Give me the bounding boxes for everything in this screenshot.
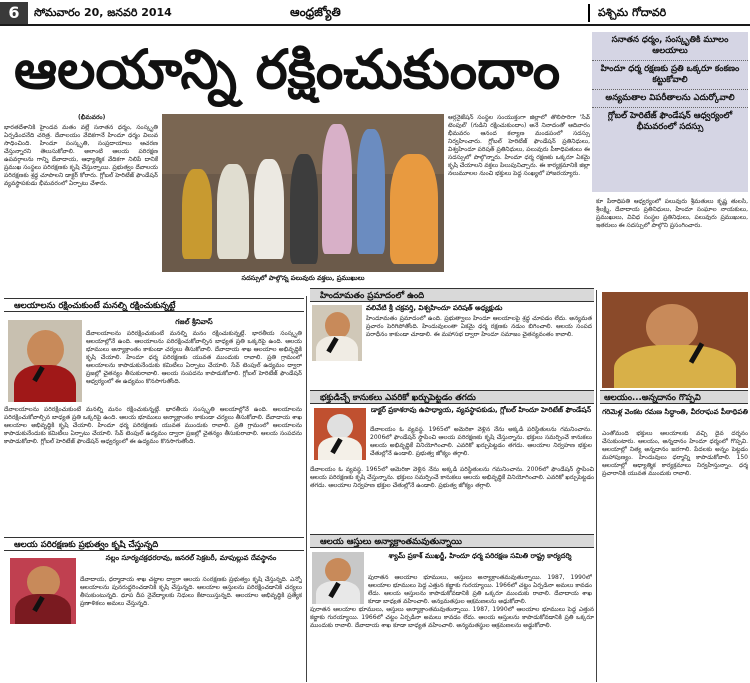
article-byline: గరిమెళ్ల వెంకట రమణ సిద్ధాంతి, వీరరాఘవ పీఠాధిపతి — [602, 408, 748, 416]
highlight-item: హిందూ ధర్మ రక్షణకు ప్రతి ఒక్కరూ కంకణం కట్టుకోవాలి — [592, 61, 748, 90]
speaker-photo — [8, 320, 82, 402]
article-byline: శ్యామ్ ప్రకాశ్ ముఖర్జీ, హిందూ ధర్మ పరిరక్షణ సమితి రాష్ట్ర కార్యదర్శి — [388, 552, 572, 560]
article-text-continued: దేవాలయాలను పరిరక్షించుకుంటే మనల్ని మనం రక్షించుకున్నట్లే. భారతీయ సంస్కృతి ఆలయాల్లోనే ఉంది. ఆలయాలను పరిరక్షించుకోవాల్సిన బాధ్యత ప్రతి ఒక్కరిపై ఉంది. ఆలయ భూములు అన్యాక్రాంతం కాకుండా చర్యలు తీసుకోవాలి. దేవాదాయ శాఖ ఆలయాల అభివృద్ధికి కృషి చేయాలి. హిందూ ధర్మ పరిరక్షణకు యువత ముందుకు రావాలి. ప్రతి గ్రామంలో ఆలయాలను కాపాడుకునేందుకు కమిటీలు ఏర్పాటు చేయాలి. సేవ్ టెంపుల్ ఉద్యమం ద్వారా ప్రజల్లో చైతన్యం తీసుకురావాలి. ఆలయ సంపదను కాపాడుకోవాలి. గ్లోబల్ హెరిటేజ్ ఫౌండేషన్ ఆధ్వర్యంలో ఈ ఉద్యమం కొనసాగుతోంది. — [4, 406, 302, 445]
article-heading: ఆలయాలను రక్షించుకుంటే మనల్ని రక్షించుకున్నట్టే — [4, 298, 304, 312]
article-text-continued: పురాతన ఆలయాల భూములు, ఆస్తులు అన్యాక్రాంతమవుతున్నాయి. 1987, 1990లో ఆలయాల భూములు పెద్ద ఎత్తున కబ్జాకు గురయ్యాయి. 1966లో చట్టం ఏర్పడినా అమలు కావడం లేదు. ఆలయ ఆస్తులను కాపాడుకోవడానికి ప్రతి ఒక్కరూ ముందుకు రావాలి. దేవాదాయ శాఖ కూడా బాధ్యత వహించాలి. అన్యమతస్థుల ఆక్రమణలను అడ్డుకోవాలి. — [310, 606, 594, 629]
event-photo — [162, 114, 444, 272]
article-text: దేవాలయం ఓ వ్యవస్థ. 1965లో అమెరికా వెళ్లిన నేను అక్కడి పరిస్థితులను గమనించాను. 2006లో ఫౌండేషన్ స్థాపించి ఆలయ పరిరక్షణకు కృషి చేస్తున్నాను. భక్తులు సమర్పించే కానుకలు ఆలయ అభివృద్ధికే వినియోగించాలి. ఎవరికో ఖర్చుపెట్టడం తగదు. ఆలయాల నిర్వహణ భక్తుల చేతుల్లోనే ఉండాలి. ప్రభుత్వ జోక్యం తగ్గాలి. — [370, 426, 592, 457]
page-headline: ఆలయాన్ని రక్షించుకుందాం — [14, 38, 561, 101]
newspaper-name: ఆంధ్రజ్యోతి — [290, 5, 341, 19]
article-heading: ఆలయం...అన్నదానం గొప్పవి — [600, 390, 748, 404]
photo-caption: సదస్సులో పాల్గొన్న పలువురు వక్తలు, ప్రముఖులు — [241, 274, 365, 282]
article-text: దేవాదాయ, ధర్మాదాయ శాఖ చట్టాల ద్వారా ఆలయ సంరక్షణకు ప్రభుత్వం కృషి చేస్తున్నది. ఎన్నో ఆలయాలను పునరుద్ధరించడానికి కృషి చేస్తున్నది. ఆలయాల ఆస్తులను పరిరక్షించడానికి చర్యలు తీసుకుంటున్నది. ధూప దీప నైవేద్యాలకు నిధులు కేటాయిస్తున్నది. ఆలయాల అభివృద్ధికి ప్రత్యేక ప్రణాళికలు అమలు చేస్తున్నది. — [80, 576, 302, 607]
dateline: (భీమవరం) — [78, 114, 106, 121]
speaker-photo — [312, 305, 362, 361]
article-text-continued: దేవాలయం ఓ వ్యవస్థ. 1965లో అమెరికా వెళ్లిన నేను అక్కడి పరిస్థితులను గమనించాను. 2006లో ఫౌండేషన్ స్థాపించి ఆలయ పరిరక్షణకు కృషి చేస్తున్నాను. భక్తులు సమర్పించే కానుకలు ఆలయ అభివృద్ధికే వినియోగించాలి. ఎవరికో ఖర్చుపెట్టడం తగదు. ఆలయాల నిర్వహణ భక్తుల చేతుల్లోనే ఉండాలి. ప్రభుత్వ జోక్యం తగ్గాలి. — [310, 466, 594, 489]
article-heading: ఆలయ పరిరక్షణకు ప్రభుత్వం కృషి చేస్తున్నది — [4, 537, 304, 551]
district-label: పశ్చిమ గోదావరి — [588, 4, 750, 22]
article-byline: డాక్టర్ ప్రకాశరావు ఉపాధ్యాయ, వ్యవస్థాపకుడు, గ్లోబల్ హిందూ హెరిటేజ్ ఫౌండేషన్ — [370, 406, 592, 414]
article-byline: గజల్ శ్రీనివాస్ — [175, 318, 213, 326]
speaker-photo — [10, 558, 76, 624]
highlight-item: అన్యమతాల విపరీతాలను ఎదుర్కోవాలి — [592, 90, 748, 108]
highlights-box — [592, 32, 748, 192]
issue-date: సోమవారం 20, జనవరి 2014 — [34, 6, 172, 19]
article-heading: భక్తుడిచ్చే కానుకలు ఎవరికో ఖర్చుపెట్టడం తగదు — [310, 390, 594, 404]
page-number: 6 — [0, 2, 28, 24]
speaker-photo — [602, 292, 748, 388]
article-heading: ఆలయ ఆస్తులు అన్యాక్రాంతమవుతున్నాయి — [310, 534, 594, 548]
speaker-photo — [314, 408, 366, 460]
article-text: పురాతన ఆలయాల భూములు, ఆస్తులు అన్యాక్రాంతమవుతున్నాయి. 1987, 1990లో ఆలయాల భూములు పెద్ద ఎత్తున కబ్జాకు గురయ్యాయి. 1966లో చట్టం ఏర్పడినా అమలు కావడం లేదు. ఆలయ ఆస్తులను కాపాడుకోవడానికి ప్రతి ఒక్కరూ ముందుకు రావాలి. దేవాదాయ శాఖ కూడా బాధ్యత వహించాలి. అన్యమతస్థుల ఆక్రమణలను అడ్డుకోవాలి. — [368, 574, 592, 604]
article-text: దేవాలయాలను పరిరక్షించుకుంటే మనల్ని మనం రక్షించుకున్నట్లే. భారతీయ సంస్కృతి ఆలయాల్లోనే ఉంది. ఆలయాలను పరిరక్షించుకోవాల్సిన బాధ్యత ప్రతి ఒక్కరిపై ఉంది. ఆలయ భూములు అన్యాక్రాంతం కాకుండా చర్యలు తీసుకోవాలి. దేవాదాయ శాఖ ఆలయాల అభివృద్ధికి కృషి చేయాలి. హిందూ ధర్మ పరిరక్షణకు యువత ముందుకు రావాలి. ప్రతి గ్రామంలో ఆలయాలను కాపాడుకునేందుకు కమిటీలు ఏర్పాటు చేయాలి. సేవ్ టెంపుల్ ఉద్యమం ద్వారా ప్రజల్లో చైతన్యం తీసుకురావాలి. ఆలయ సంపదను కాపాడుకోవాలి. గ్లోబల్ హెరిటేజ్ ఫౌండేషన్ ఆధ్వర్యంలో ఈ ఉద్యమం కొనసాగుతోంది. — [86, 330, 302, 385]
speaker-photo — [312, 552, 364, 604]
lead-column-2: ఆర్గనైజేషన్ సంస్థల సంయుక్తంగా జిల్లాలో తొలిసారిగా 'సేవ్ టెంపుల్' (గుడిని రక్షించుకుందాం) అనే నినాదంతో ఆదివారం భీమవరం ఆనంద కల్యాణ మండపంలో సదస్సు నిర్వహించారు. గ్లోబల్ హెరిటేజ్ ఫౌండేషన్ ప్రతినిధులు, విశ్వహిందూ పరిషత్ ప్రతినిధులు, పలువురు పీఠాధిపతులు ఈ సదస్సులో పాల్గొన్నారు. హిందూ ధర్మ రక్షణకు ఒక్కరూ ఏకమై కృషి చేయాలని వక్తలు పిలుపునిచ్చారు. ఈ కార్యక్రమానికి జిల్లా నలుమూలల నుంచి భక్తులు పెద్ద సంఖ్యలో హాజరయ్యారు. — [448, 114, 590, 177]
article-byline: నల్లం సూర్యచక్రధరరావు, జనరల్ సెక్రటరీ, మాపుల్లువ దేవస్థానం — [105, 554, 277, 562]
column-rule — [306, 296, 307, 682]
lead-column-3: కూ పీఠాధిపతి ఆధ్వర్యంలో పలువురు శ్రీమతులు కృష్ణ తులసి, శ్రీలక్ష్మి, దేవాదాయ ప్రతినిధులు, హిందూ సంఘాల నాయకులు, ప్రముఖులు, వివిధ సంస్థల ప్రతినిధులు, పలువురు ప్రముఖులు, ఇతరులు ఈ సదస్సులో పాల్గొని ప్రసంగించారు. — [596, 198, 748, 229]
highlight-item: సనాతన ధర్మం, సంస్కృతికి మూలం ఆలయాలు — [592, 32, 748, 61]
article-text: ఎంతోమంది భక్తులు ఆలయాలకు వచ్చి దైవ దర్శనం చేసుకుంటారు. ఆలయం, అన్నదానం హిందూ ధర్మంలో గొప్పవి. ఆలయాల్లో నిత్య అన్నదానం జరగాలి. పేదలకు అన్నం పెట్టడం మహాపుణ్యం. హిందువులు ధర్మాన్ని కాపాడుకోవాలి. 150 ఆలయాల్లో ఆధ్యాత్మిక కార్యక్రమాలు నిర్వహిస్తున్నాం. ధర్మ ప్రచారానికి యువత ముందుకు రావాలి. — [602, 430, 748, 477]
article-byline: వలివేటి శ్రీ చక్రవర్తి, విశ్వహిందూ పరిషత్ అధ్యక్షుడు — [366, 304, 503, 312]
lead-column-1: భారతదేశానికి హైందవ మతం వల్లే సనాతన ధర్మం, సంస్కృతి ఏర్పడిందనేది చరిత్ర. దేవాలయం వేదికగానే హిందూ ధర్మం విలువ సాధించింది. హిందూ సంస్కృతి, సంప్రదాయాలు ఆచరణ చేస్తున్నారని తెలుసుకోవాలి. అలాంటి ఆలయ పరిరక్షణ ఉపవర్గాలను గాన్ని దేవాదాయ, ఆధ్యాత్మిక వేదికగా నిలిపే దానికే ప్రముఖ సంస్థలు పరిరక్షణకు కృషి చేస్తున్నాయి. ప్రభుత్వం దేవాలయ పరిరక్షణకు శ్రద్ధ చూపాలని డాక్టర్ కోరారు. గ్లోబల్ హెరిటేజ్ ఫౌండేషన్ వ్యవస్థాపకుడు భీమవరంలో ఏర్పాటు చేశారు. — [4, 124, 158, 187]
article-text: హిందూమతం ప్రమాదంలో ఉంది. ప్రభుత్వాలు హిందూ ఆలయాలపై శ్రద్ధ చూపడం లేదు. అన్యమత ప్రచారం పెరిగిపోతోంది. హిందువులంతా ఏకమై ధర్మ రక్షణకు నడుం బిగించాలి. ఆలయ సంపద పరాధీనం కాకుండా చూడాలి. ఈ మహాసభ ద్వారా హిందూ సమాజం చైతన్యవంతం కావాలి. — [366, 315, 592, 338]
highlight-item: గ్లోబల్ హెరిటేజ్ ఫౌండేషన్ ఆధ్వర్యంలో భీమవరంలో సదస్సు — [607, 111, 733, 132]
column-rule — [596, 290, 597, 682]
article-heading: హిందూమతం ప్రమాదంలో ఉంది — [310, 288, 594, 302]
